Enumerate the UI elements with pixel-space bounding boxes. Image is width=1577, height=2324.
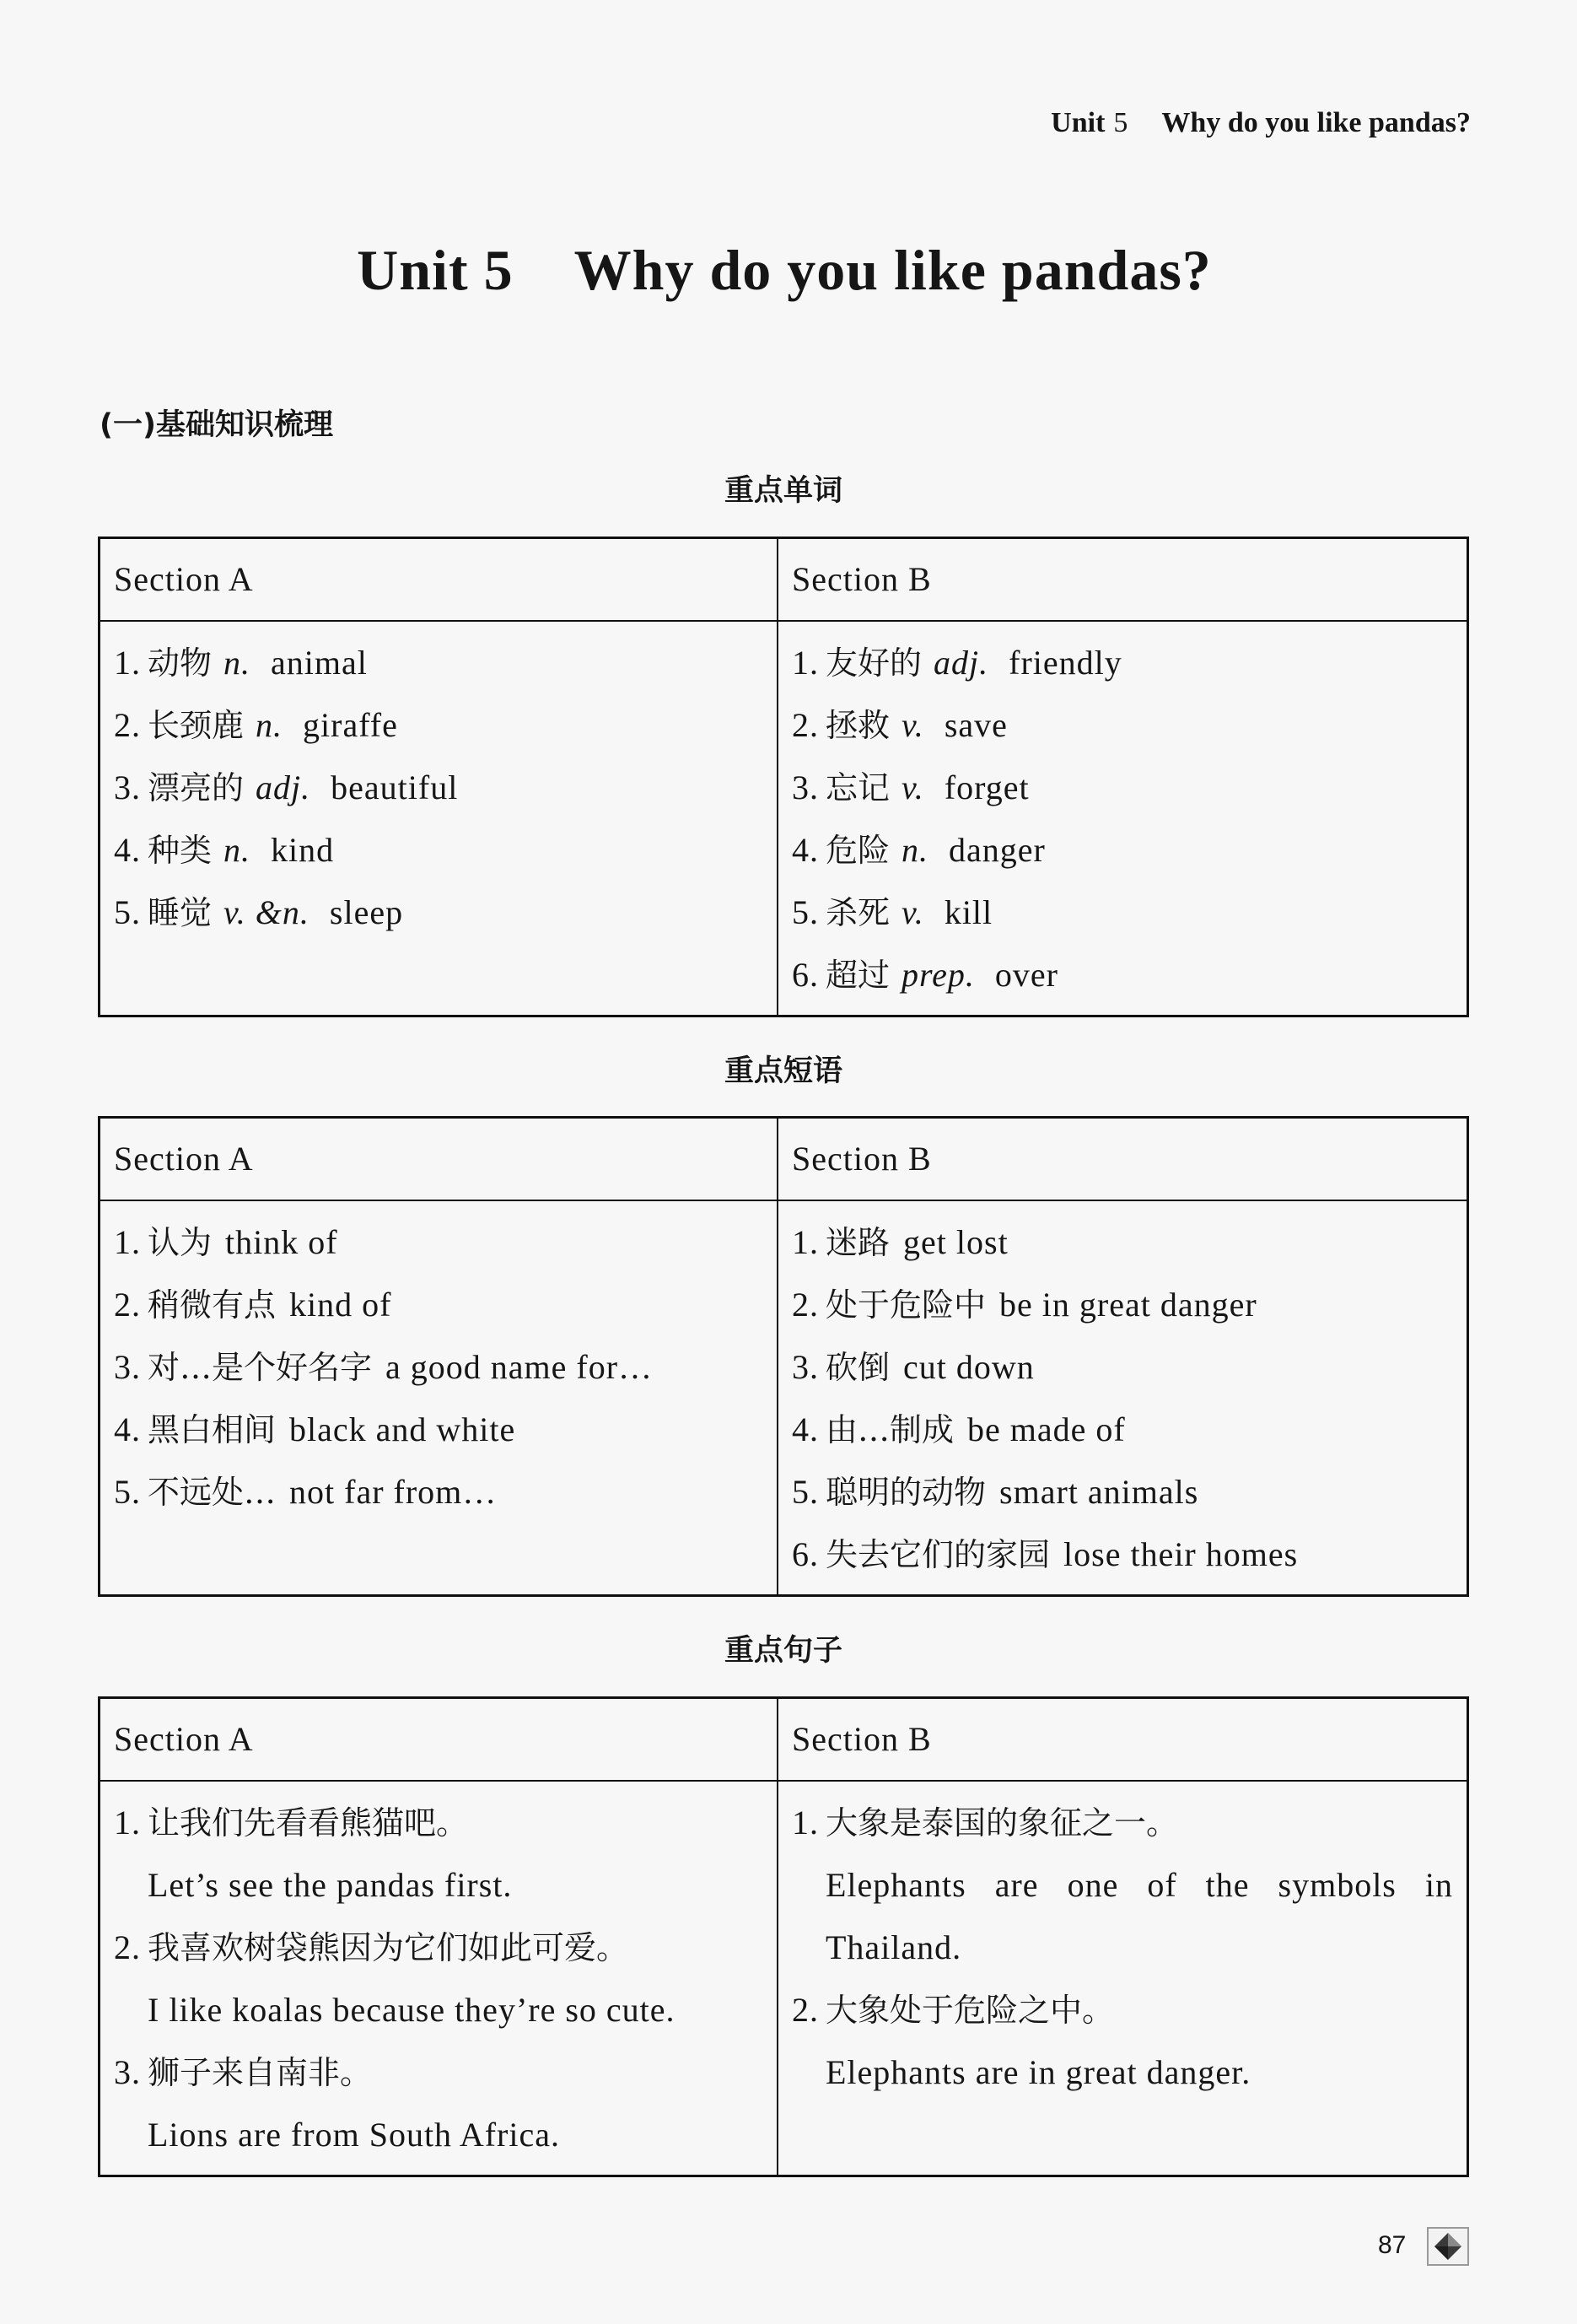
item-number: 2. bbox=[792, 706, 819, 744]
sentences-header-section-b: Section B bbox=[792, 1720, 932, 1758]
item-english: Lions are from South Africa. bbox=[148, 2116, 560, 2154]
item-chinese: 忘记 bbox=[826, 769, 891, 806]
item-part-of-speech: n. bbox=[256, 706, 283, 744]
item-part-of-speech: v. bbox=[902, 893, 924, 931]
list-item bbox=[792, 944, 1467, 1006]
vocabulary-section-a-list bbox=[100, 622, 777, 1015]
item-number: 6. bbox=[792, 1535, 819, 1573]
item-chinese: 对…是个好名字 bbox=[148, 1349, 373, 1386]
item-chinese: 睡觉 bbox=[148, 894, 213, 931]
list-item bbox=[792, 1399, 1467, 1461]
item-chinese: 我喜欢树袋熊因为它们如此可爱。 bbox=[148, 1929, 629, 1966]
item-english: black and white bbox=[289, 1410, 516, 1448]
vocabulary-section-b-list bbox=[778, 622, 1467, 1015]
sentences-section-a-list bbox=[100, 1782, 777, 2175]
item-english: giraffe bbox=[303, 706, 398, 744]
item-number: 5. bbox=[792, 1473, 819, 1511]
page-title bbox=[0, 236, 1569, 304]
list-item bbox=[792, 1274, 1467, 1336]
diamond-icon-graphic bbox=[1427, 2227, 1469, 2266]
item-english: cut down bbox=[903, 1348, 1035, 1386]
item-english: beautiful bbox=[331, 768, 459, 806]
item-english: save bbox=[944, 706, 1008, 744]
item-part-of-speech: n. bbox=[223, 644, 251, 682]
sentences-header-section-a: Section A bbox=[114, 1720, 254, 1758]
diamond-icon bbox=[1427, 2227, 1469, 2266]
item-number: 1. bbox=[114, 644, 141, 682]
item-chinese: 让我们先看看熊猫吧。 bbox=[148, 1804, 469, 1841]
item-english: a good name for… bbox=[385, 1348, 654, 1386]
list-item bbox=[114, 819, 777, 882]
item-number: 2. bbox=[114, 1928, 141, 1966]
item-number: 6. bbox=[792, 956, 819, 994]
list-item bbox=[792, 819, 1467, 882]
item-part-of-speech: v. bbox=[902, 706, 924, 744]
item-english: smart animals bbox=[999, 1473, 1199, 1511]
sentence-chinese-line bbox=[792, 1979, 1467, 2041]
item-number: 2. bbox=[792, 1991, 819, 2029]
item-part-of-speech: adj. bbox=[256, 768, 311, 806]
item-chinese: 大象处于危险之中。 bbox=[826, 1992, 1115, 2029]
vocabulary-table bbox=[98, 537, 1469, 1017]
item-part-of-speech: v. bbox=[902, 768, 924, 806]
phrases-table bbox=[98, 1116, 1469, 1597]
item-english: over bbox=[994, 956, 1058, 994]
running-header bbox=[1051, 105, 1471, 142]
sentences-table bbox=[98, 1696, 1469, 2177]
page-title-unit: Unit 5 bbox=[357, 238, 514, 302]
item-chinese: 危险 bbox=[826, 832, 891, 869]
item-chinese: 处于危险中 bbox=[826, 1286, 987, 1324]
list-item bbox=[114, 757, 777, 819]
item-chinese: 漂亮的 bbox=[148, 769, 245, 806]
sentence-english-line bbox=[114, 1854, 777, 1917]
item-english: I like koalas because they’re so cute. bbox=[148, 1991, 675, 2029]
item-chinese: 砍倒 bbox=[826, 1349, 891, 1386]
sentence-english-line bbox=[114, 1979, 777, 2041]
item-number: 3. bbox=[792, 768, 819, 806]
list-item bbox=[114, 1211, 777, 1274]
item-number: 4. bbox=[114, 1410, 141, 1448]
list-item bbox=[792, 1336, 1467, 1399]
item-number: 3. bbox=[792, 1348, 819, 1386]
item-number: 3. bbox=[114, 2053, 141, 2091]
item-number: 1. bbox=[792, 644, 819, 682]
item-english: not far from… bbox=[289, 1473, 498, 1511]
list-item bbox=[114, 632, 777, 694]
running-header-unit-number: 5 bbox=[1113, 107, 1128, 138]
phrases-title: 重点短语 bbox=[724, 1054, 842, 1088]
phrases-header-section-b: Section B bbox=[792, 1140, 932, 1178]
item-chinese: 种类 bbox=[148, 832, 213, 869]
item-chinese: 黑白相间 bbox=[148, 1411, 277, 1448]
item-part-of-speech: n. bbox=[902, 831, 929, 869]
item-english: be made of bbox=[967, 1410, 1126, 1448]
item-number: 5. bbox=[114, 1473, 141, 1511]
list-item bbox=[792, 1461, 1467, 1523]
list-item bbox=[792, 694, 1467, 757]
item-english: animal bbox=[271, 644, 368, 682]
phrases-section-b-list bbox=[778, 1201, 1467, 1594]
item-chinese: 超过 bbox=[826, 957, 891, 994]
sentence-chinese-line bbox=[114, 1792, 777, 1854]
list-item bbox=[792, 632, 1467, 694]
item-number: 2. bbox=[792, 1286, 819, 1324]
item-chinese: 友好的 bbox=[826, 644, 923, 682]
item-english: get lost bbox=[903, 1223, 1009, 1261]
vocabulary-title: 重点单词 bbox=[724, 474, 842, 508]
item-chinese: 失去它们的家园 bbox=[826, 1536, 1051, 1573]
item-chinese: 稍微有点 bbox=[148, 1286, 277, 1324]
page-number: 87 bbox=[1378, 2231, 1407, 2259]
item-part-of-speech: v. &n. bbox=[223, 893, 309, 931]
item-number: 1. bbox=[114, 1223, 141, 1261]
sentence-english-line bbox=[792, 2041, 1467, 2104]
item-part-of-speech: n. bbox=[223, 831, 251, 869]
item-chinese: 聪明的动物 bbox=[826, 1474, 987, 1511]
running-header-title: Why do you like pandas? bbox=[1161, 107, 1471, 138]
item-english: danger bbox=[949, 831, 1046, 869]
item-english: be in great danger bbox=[999, 1286, 1257, 1324]
item-number: 1. bbox=[114, 1804, 141, 1841]
item-english: Elephants are one of the symbols in Thailand. bbox=[826, 1866, 1453, 1966]
sentence-chinese-line bbox=[792, 1792, 1467, 1854]
item-chinese: 由…制成 bbox=[826, 1411, 955, 1448]
list-item bbox=[114, 1274, 777, 1336]
vocabulary-header-section-a: Section A bbox=[114, 560, 254, 598]
item-english: friendly bbox=[1009, 644, 1122, 682]
item-english: Elephants are in great danger. bbox=[826, 2053, 1251, 2091]
list-item bbox=[114, 1461, 777, 1523]
sentence-english-line bbox=[114, 2104, 777, 2166]
sentences-title: 重点句子 bbox=[724, 1634, 842, 1668]
section-heading: (一)基础知识梳理 bbox=[100, 408, 333, 442]
running-header-unit-label: Unit bbox=[1051, 107, 1106, 138]
item-number: 4. bbox=[114, 831, 141, 869]
item-chinese: 大象是泰国的象征之一。 bbox=[826, 1804, 1179, 1841]
item-number: 1. bbox=[792, 1804, 819, 1841]
item-chinese: 不远处… bbox=[148, 1474, 277, 1511]
item-number: 4. bbox=[792, 1410, 819, 1448]
page-title-text: Why do you like pandas? bbox=[573, 238, 1212, 302]
list-item bbox=[114, 882, 777, 944]
item-english: think of bbox=[225, 1223, 338, 1261]
list-item bbox=[792, 882, 1467, 944]
item-chinese: 认为 bbox=[148, 1224, 213, 1261]
list-item bbox=[792, 1523, 1467, 1586]
item-number: 2. bbox=[114, 1286, 141, 1324]
item-part-of-speech: adj. bbox=[934, 644, 989, 682]
item-part-of-speech: prep. bbox=[902, 956, 975, 994]
item-number: 2. bbox=[114, 706, 141, 744]
list-item bbox=[792, 757, 1467, 819]
item-number: 4. bbox=[792, 831, 819, 869]
list-item bbox=[114, 694, 777, 757]
item-number: 3. bbox=[114, 1348, 141, 1386]
item-english: kind bbox=[271, 831, 335, 869]
item-english: lose their homes bbox=[1063, 1535, 1299, 1573]
item-english: Let’s see the pandas first. bbox=[148, 1866, 513, 1904]
item-number: 5. bbox=[792, 893, 819, 931]
item-chinese: 动物 bbox=[148, 644, 213, 682]
vocabulary-header-section-b: Section B bbox=[792, 560, 932, 598]
phrases-header-section-a: Section A bbox=[114, 1140, 254, 1178]
phrases-section-a-list bbox=[100, 1201, 777, 1594]
sentence-chinese-line bbox=[114, 1917, 777, 1979]
item-chinese: 迷路 bbox=[826, 1224, 891, 1261]
item-english: sleep bbox=[329, 893, 404, 931]
list-item bbox=[114, 1399, 777, 1461]
item-number: 1. bbox=[792, 1223, 819, 1261]
sentence-chinese-line bbox=[114, 2041, 777, 2104]
sentences-section-b-list bbox=[778, 1782, 1467, 2175]
item-english: kill bbox=[944, 893, 993, 931]
item-chinese: 拯救 bbox=[826, 707, 891, 744]
list-item bbox=[114, 1336, 777, 1399]
list-item bbox=[792, 1211, 1467, 1274]
item-english: forget bbox=[944, 768, 1030, 806]
item-chinese: 杀死 bbox=[826, 894, 891, 931]
item-number: 5. bbox=[114, 893, 141, 931]
item-number: 3. bbox=[114, 768, 141, 806]
item-chinese: 狮子来自南非。 bbox=[148, 2054, 373, 2091]
item-chinese: 长颈鹿 bbox=[148, 707, 245, 744]
item-english: kind of bbox=[289, 1286, 392, 1324]
